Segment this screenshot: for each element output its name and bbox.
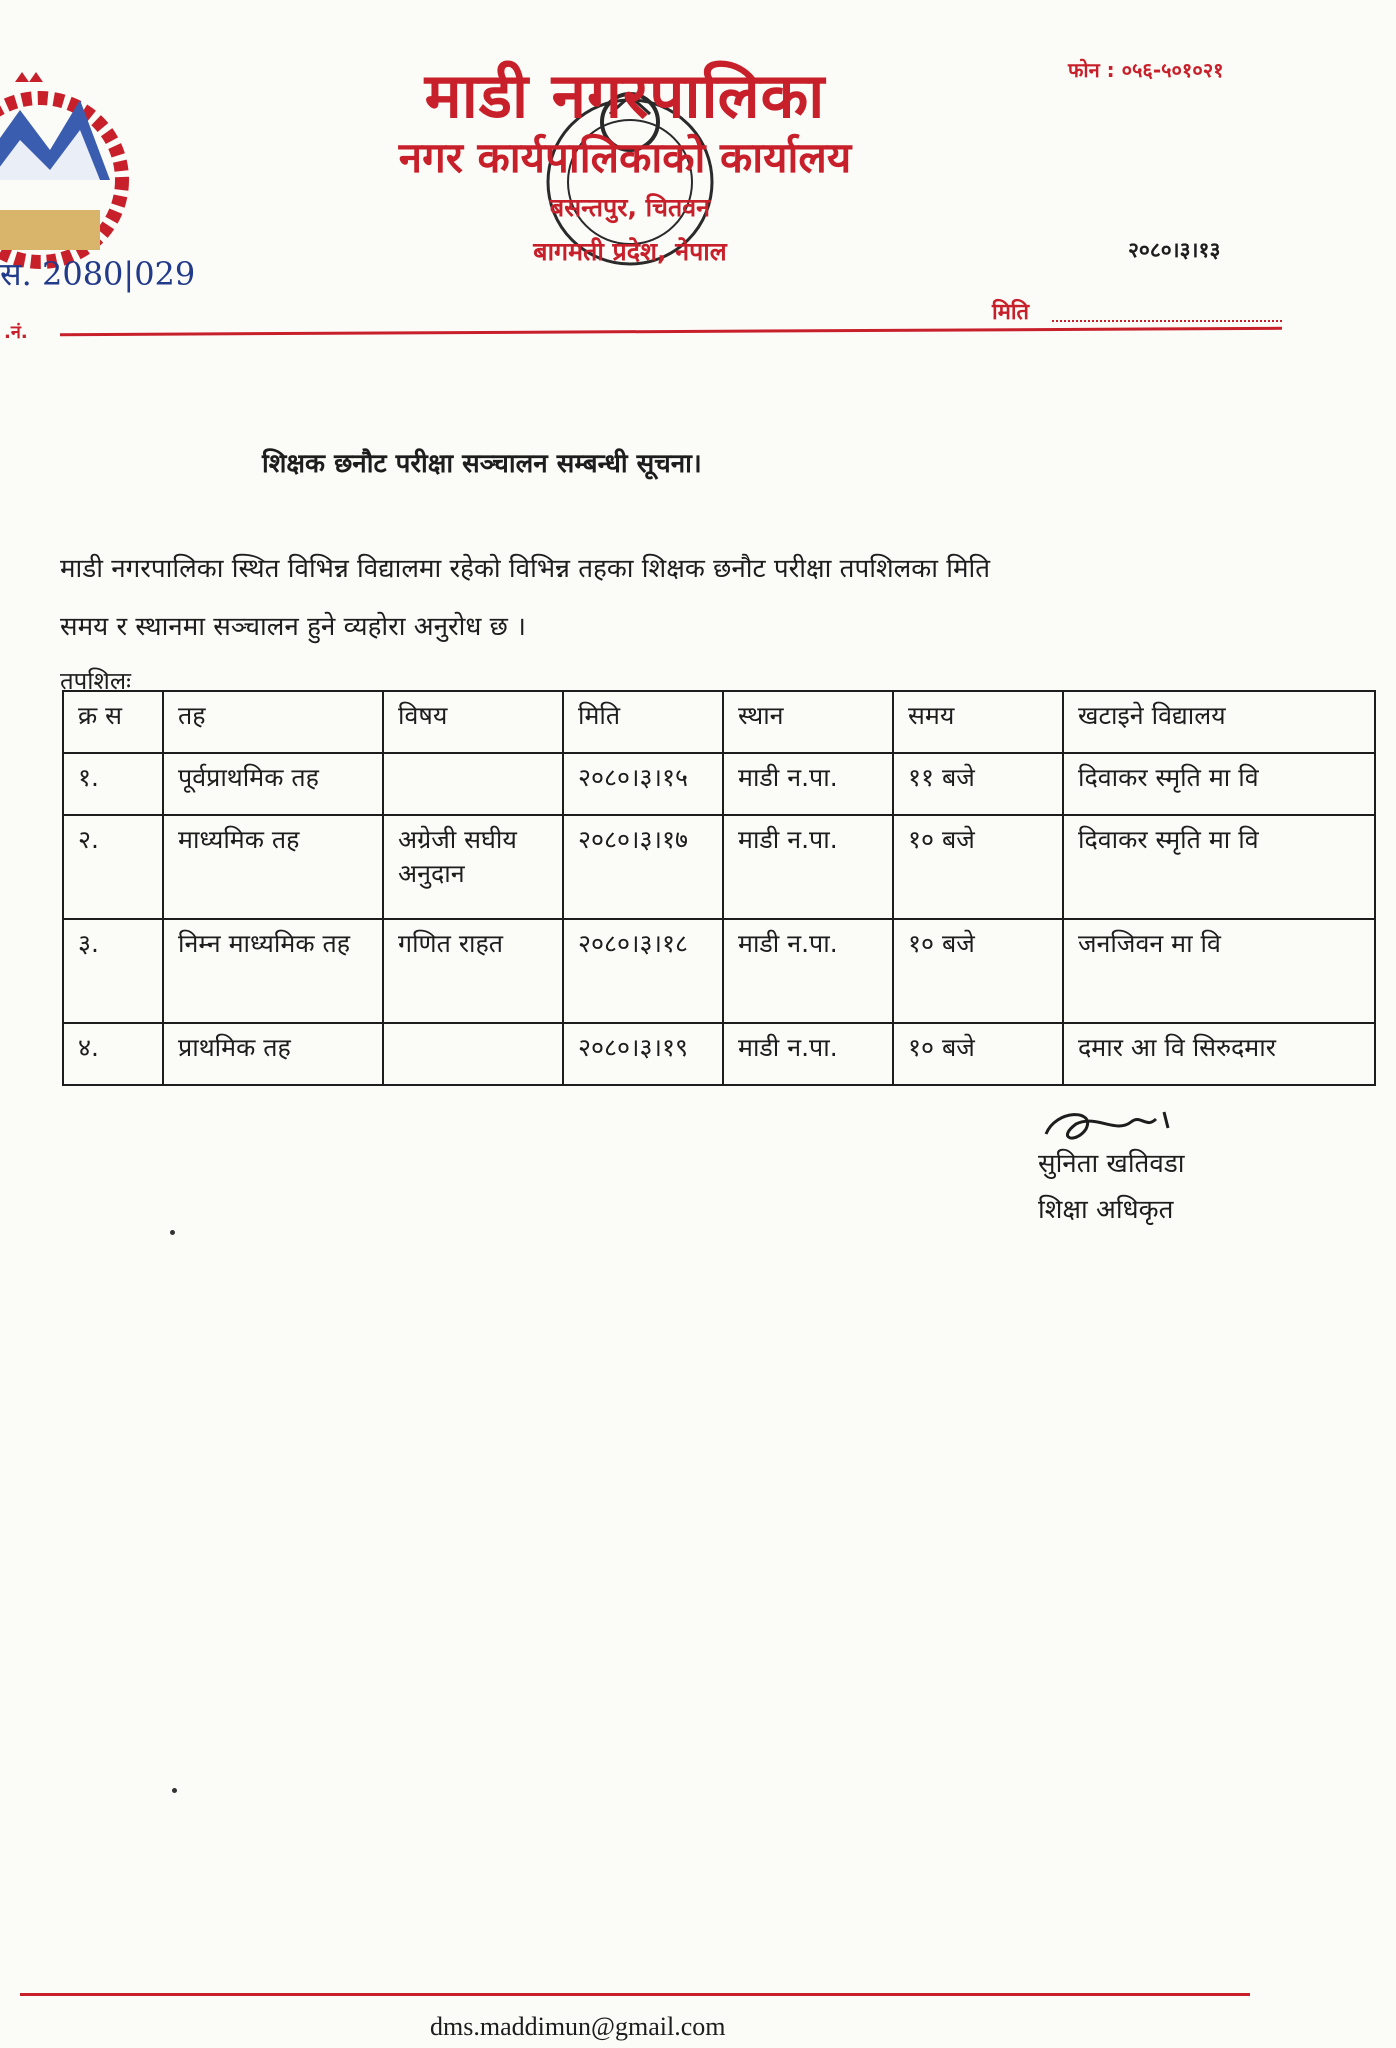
header-divider (60, 327, 1282, 336)
notice-body-line2: समय र स्थानमा सञ्चालन हुने व्यहोरा अनुरोध छ । (60, 612, 526, 642)
letterhead-subtitle: नगर कार्यपालिकाको कार्यालय (398, 133, 852, 182)
cell-sn: २. (63, 815, 163, 919)
cell-level: पूर्वप्राथमिक तह (163, 753, 383, 815)
scan-speck (170, 1230, 175, 1235)
cell-venue: माडी न.पा. (723, 919, 893, 1023)
letter-date: २०८०।३।१३ (1128, 238, 1221, 262)
table-header-row (63, 691, 1375, 753)
col-header-date: मिति (563, 691, 723, 753)
col-header-sn: क्र स (63, 691, 163, 753)
notice-body (60, 540, 1260, 656)
cell-date: २०८०।३।१८ (563, 919, 723, 1023)
table-row (63, 815, 1375, 919)
cell-venue: माडी न.पा. (723, 815, 893, 919)
cell-sn: ३. (63, 919, 163, 1023)
cell-school: दमार आ वि सिरुदमार (1063, 1023, 1375, 1085)
miti-label: मिति (992, 300, 1030, 325)
scan-speck (172, 1788, 177, 1793)
registration-number: स. 2080|029 (0, 255, 196, 293)
col-header-level: तह (163, 691, 383, 753)
col-header-school: खटाइने विद्यालय (1063, 691, 1375, 753)
letterhead-title: माडी नगरपालिका (424, 59, 826, 132)
cell-school: दिवाकर स्मृति मा वि (1063, 753, 1375, 815)
cell-school: दिवाकर स्मृति मा वि (1063, 815, 1375, 919)
table-row (63, 1023, 1375, 1085)
cell-time: ११ बजे (893, 753, 1063, 815)
miti-dotted-line (1052, 298, 1282, 322)
notice-body-line1: माडी नगरपालिका स्थित विभिन्न विद्यालमा रहेको विभिन्न तहका शिक्षक छनौट परीक्षा तपशिलका मिति (60, 554, 991, 584)
footer-divider (20, 1993, 1250, 1996)
exam-schedule-table (62, 690, 1376, 1086)
cell-time: १० बजे (893, 919, 1063, 1023)
table-row (63, 753, 1375, 815)
cell-level: निम्न माध्यमिक तह (163, 919, 383, 1023)
cell-subject (383, 1023, 563, 1085)
cell-school: जनजिवन मा वि (1063, 919, 1375, 1023)
letterhead-address-line2: बागमती प्रदेश, नेपाल (533, 237, 727, 266)
cell-level: प्राथमिक तह (163, 1023, 383, 1085)
col-header-venue: स्थान (723, 691, 893, 753)
cell-subject (383, 753, 563, 815)
cell-level: माध्यमिक तह (163, 815, 383, 919)
col-header-subject: विषय (383, 691, 563, 753)
cell-date: २०८०।३।१५ (563, 753, 723, 815)
cell-sn: ४. (63, 1023, 163, 1085)
cell-venue: माडी न.पा. (723, 753, 893, 815)
chalani-number-label: .नं. (4, 322, 28, 343)
signatory-name: सुनिता खतिवडा (1038, 1149, 1185, 1179)
cell-subject: अग्रेजी सघीय अनुदान (383, 815, 563, 919)
schedule-label: तपशिलः (60, 667, 131, 695)
letterhead-phone: फोन : ०५६-५०१०२१ (1068, 58, 1224, 82)
nepal-emblem-logo (0, 70, 140, 270)
table-row (63, 919, 1375, 1023)
cell-sn: १. (63, 753, 163, 815)
cell-date: २०८०।३।१९ (563, 1023, 723, 1085)
notice-subject: शिक्षक छनौट परीक्षा सञ्चालन सम्बन्धी सूचना। (262, 449, 702, 479)
cell-time: १० बजे (893, 1023, 1063, 1085)
footer-email: dms.maddimun@gmail.com (430, 2012, 726, 2041)
cell-time: १० बजे (893, 815, 1063, 919)
col-header-time: समय (893, 691, 1063, 753)
letterhead-address-line1: बसन्तपुर, चितवन (549, 193, 711, 222)
cell-venue: माडी न.पा. (723, 1023, 893, 1085)
signatory-title: शिक्षा अधिकृत (1038, 1195, 1174, 1225)
cell-subject: गणित राहत (383, 919, 563, 1023)
cell-date: २०८०।३।१७ (563, 815, 723, 919)
